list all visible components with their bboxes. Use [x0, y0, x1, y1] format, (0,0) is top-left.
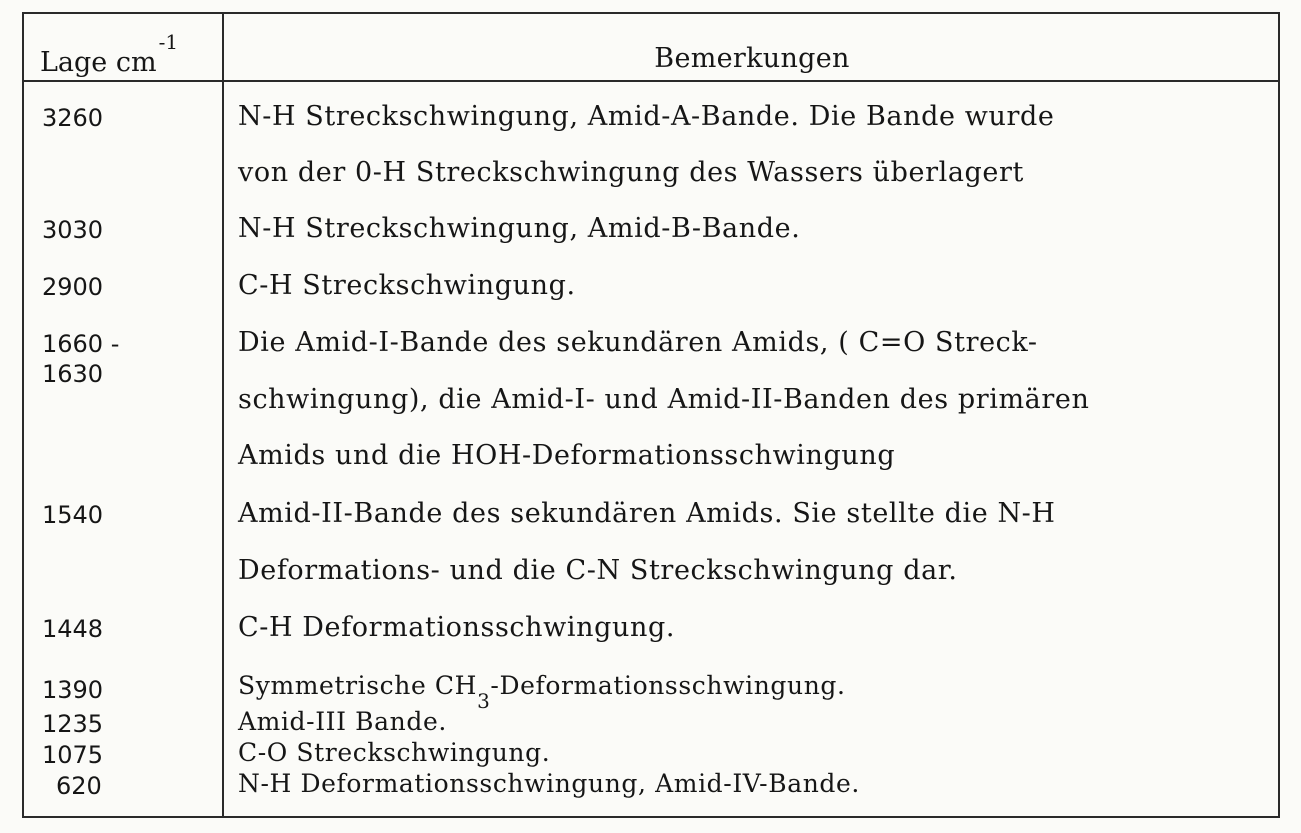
- row-remark-line: von der 0-H Streckschwingung des Wassers überlagert: [238, 157, 1024, 188]
- row-position-end: 1630: [42, 360, 104, 388]
- row-remark-line: Deformations- und die C-N Streckschwingung dar.: [238, 555, 958, 586]
- row-remark-line: [238, 671, 846, 713]
- row-remark-line: C-H Deformationsschwingung.: [238, 612, 676, 643]
- remark-text: Symmetrische CH: [238, 671, 478, 700]
- row-position: 1660 -: [42, 330, 120, 358]
- row-remark-line: C-O Streckschwingung.: [238, 738, 551, 767]
- row-remark-line: N-H Streckschwingung, Amid-B-Bande.: [238, 213, 801, 244]
- row-remark-line: Die Amid-I-Bande des sekundären Amids, ( C=O Streck-: [238, 327, 1038, 358]
- row-remark-line: N-H Deformationsschwingung, Amid-IV-Bande.: [238, 769, 860, 798]
- header-lage-exponent: -1: [158, 30, 179, 54]
- row-position: 1540: [42, 501, 104, 529]
- row-position: 1390: [42, 676, 104, 704]
- row-position: 620: [56, 772, 102, 800]
- row-remark-line: N-H Streckschwingung, Amid-A-Bande. Die Bande wurde: [238, 101, 1055, 132]
- row-position: 3260: [42, 104, 104, 132]
- header-bemerkungen: Bemerkungen: [654, 43, 850, 74]
- column-divider: [222, 14, 224, 816]
- row-remark-line: C-H Streckschwingung.: [238, 270, 576, 301]
- header-divider: [24, 80, 1278, 82]
- header-lage: [40, 30, 179, 78]
- row-position: 3030: [42, 216, 104, 244]
- row-position: 1075: [42, 741, 104, 769]
- header-lage-label: Lage cm: [40, 47, 157, 78]
- row-remark-line: Amid-II-Bande des sekundären Amids. Sie stellte die N-H: [238, 498, 1056, 529]
- row-remark-line: Amid-III Bande.: [238, 707, 447, 736]
- row-position: 1448: [42, 615, 104, 643]
- row-position: 1235: [42, 710, 104, 738]
- row-position: 2900: [42, 273, 104, 301]
- subscript-3: 3: [477, 689, 491, 713]
- row-remark-line: schwingung), die Amid-I- und Amid-II-Banden des primären: [238, 384, 1090, 415]
- remark-text: -Deformationsschwingung.: [490, 671, 846, 700]
- row-remark-line: Amids und die HOH-Deformationsschwingung: [238, 440, 896, 471]
- infrared-bands-table: [22, 12, 1280, 818]
